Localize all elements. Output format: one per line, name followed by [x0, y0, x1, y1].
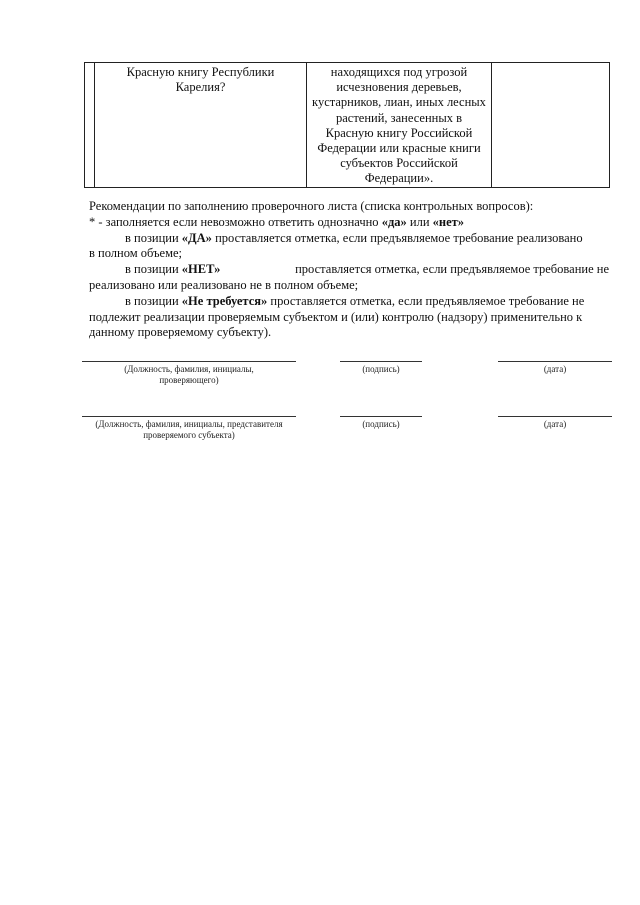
subject-signature-field	[340, 416, 422, 430]
not-required-text: проставляется отметка, если предъявляемое требование не	[267, 293, 585, 308]
inspector-date-line	[498, 361, 612, 362]
table-cell-number	[85, 63, 95, 188]
yes-prefix: в позиции	[125, 230, 182, 245]
star-bold-yes: «да»	[381, 214, 407, 229]
requirement-text-line: субъектов Российской	[340, 156, 458, 171]
requirement-text-line: кустарников, лиан, иных лесных	[312, 95, 486, 110]
table-row	[85, 63, 610, 188]
no-bold: «НЕТ»	[181, 262, 221, 277]
no-prefix: в позиции	[125, 262, 182, 277]
recommendations-block	[89, 199, 609, 341]
yes-bold: «ДА»	[181, 230, 212, 245]
recommendation-not-required	[89, 294, 609, 310]
subject-position-line	[82, 416, 296, 417]
question-text-line: Карелия?	[175, 80, 226, 95]
inspector-position-field	[82, 361, 296, 386]
not-required-prefix: в позиции	[125, 293, 182, 308]
recommendation-yes	[89, 231, 609, 247]
not-required-bold: «Не требуется»	[181, 293, 268, 308]
requirement-text-line: растений, занесенных в	[335, 110, 462, 125]
star-text-or: или	[406, 214, 433, 229]
subject-position-field	[82, 416, 296, 441]
star-mark: *	[89, 214, 96, 229]
inspector-signature-field	[340, 361, 422, 375]
star-bold-no: «нет»	[432, 214, 465, 229]
table-cell-answer	[492, 63, 610, 188]
subject-position-caption: (Должность, фамилия, инициалы, представителя	[95, 419, 283, 429]
subject-date-field	[498, 416, 612, 430]
requirement-text-line: Федерации или красные книги	[317, 141, 481, 156]
recommendation-not-required-cont: подлежит реализации проверяемым субъектом и (или) контролю (надзору) применительно к	[89, 309, 583, 324]
table-cell-question	[95, 63, 307, 188]
recommendation-star	[89, 215, 609, 231]
table-cell-requirement	[307, 63, 492, 188]
inspector-signature-line	[340, 361, 422, 362]
checklist-table-fragment	[84, 62, 610, 188]
requirement-text-line: Федерации».	[364, 171, 434, 186]
subject-position-caption-2: проверяемого субъекта)	[143, 430, 235, 440]
yes-text: проставляется отметка, если предъявляемое требование реализовано	[211, 230, 583, 245]
subject-date-line	[498, 416, 612, 417]
inspector-date-field	[498, 361, 612, 375]
recommendations-heading: Рекомендации по заполнению проверочного листа (списка контрольных вопросов):	[89, 199, 534, 213]
no-text: проставляется отметка, если предъявляемое требование не	[295, 262, 609, 277]
recommendation-no-cont: реализовано или реализовано не в полном объеме;	[89, 277, 359, 292]
requirement-text-line: Красную книгу Российской	[325, 125, 473, 140]
inspector-position-caption-2: проверяющего)	[159, 375, 219, 385]
subject-date-caption: (дата)	[543, 419, 567, 429]
inspector-signature-caption: (подпись)	[362, 364, 400, 374]
requirement-text-line: находящихся под угрозой	[330, 65, 468, 79]
requirement-text-line: исчезновения деревьев,	[336, 80, 462, 95]
question-text-line: Красную книгу Республики	[126, 65, 275, 79]
inspector-date-caption: (дата)	[543, 364, 567, 374]
recommendation-no	[89, 262, 609, 278]
recommendation-yes-cont: в полном объеме;	[89, 246, 183, 261]
subject-signature-line	[340, 416, 422, 417]
inspector-position-caption: (Должность, фамилия, инициалы,	[124, 364, 254, 374]
recommendation-not-required-cont2: данному проверяемому субъекту).	[89, 325, 272, 340]
star-text: - заполняется если невозможно ответить однозначно	[95, 214, 382, 229]
subject-signature-caption: (подпись)	[362, 419, 400, 429]
inspector-position-line	[82, 361, 296, 362]
